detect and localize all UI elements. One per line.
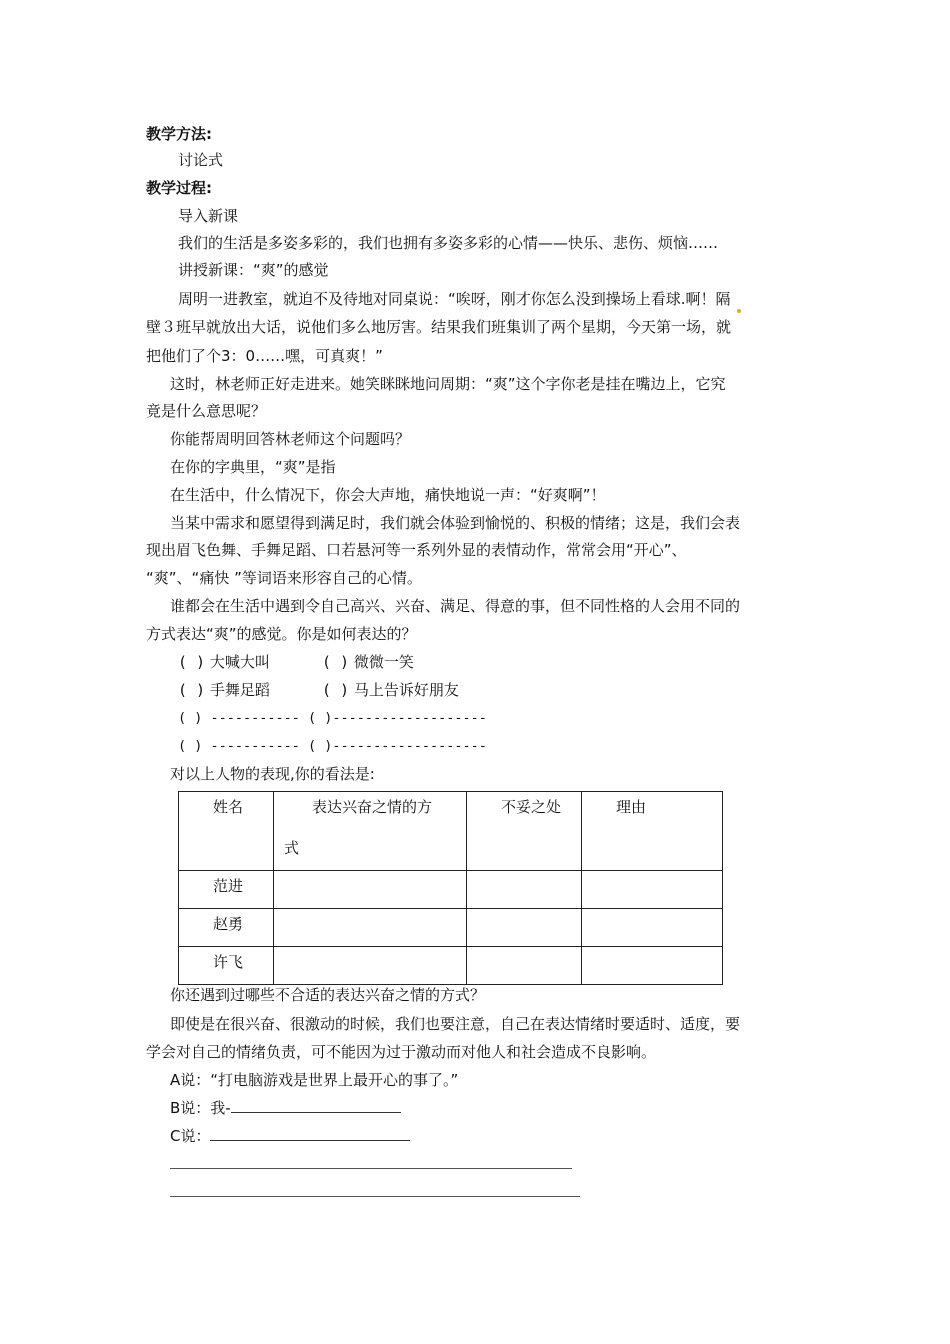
story-line-3: 把他们了个3：0……嘿，可真爽！” xyxy=(146,347,383,365)
table-header-label: 式 xyxy=(284,839,300,857)
answer-blank-c[interactable] xyxy=(210,1126,410,1141)
b-says-line xyxy=(170,1098,401,1118)
choice-label: 微微一笑 xyxy=(353,653,414,671)
table-cell-blank[interactable] xyxy=(582,947,723,985)
emphasis-mark-dot xyxy=(737,309,741,313)
choice-row-1b xyxy=(322,652,414,672)
choice-blank[interactable]: ( ) xyxy=(178,681,206,699)
choice-blank[interactable]: ( ) xyxy=(178,653,206,671)
paragraph-2-line-1: 谁都会在生活中遇到令自己高兴、兴奋、满足、得意的事，但不同性格的人会用不同的 xyxy=(170,597,741,615)
table-row xyxy=(179,947,723,985)
story-line-2: 壁３班早就放出大话，说他们多么地厉害。结果我们班集训了两个星期，今天第一场，就 xyxy=(146,318,732,336)
table-cell-blank[interactable] xyxy=(582,909,723,947)
table-header-label: 理由 xyxy=(616,798,647,816)
table-cell-blank[interactable] xyxy=(467,947,582,985)
b-says: B说：我- xyxy=(170,1099,231,1117)
table-cell-blank[interactable] xyxy=(274,947,467,985)
table-cell-name xyxy=(179,909,274,947)
teacher-line-1: 这时，林老师正好走进来。她笑眯眯地问周期：“爽”这个字你老是挂在嘴边上，它究 xyxy=(170,375,726,393)
paragraph-1-line-1: 当某中需求和愿望得到满足时，我们就会体验到愉悦的、积极的情绪；这是，我们会表 xyxy=(170,514,741,532)
teacher-line-2: 竟是什么意思呢？ xyxy=(146,402,267,420)
table-cell-blank[interactable] xyxy=(467,871,582,909)
answer-line-2[interactable] xyxy=(170,1196,580,1197)
choice-row-4[interactable]: ( ) ----------- ( )------------------- xyxy=(178,738,487,754)
table-header-label: 姓名 xyxy=(213,798,244,816)
conclusion-line-1: 即使是在很兴奋、很激动的时候，我们也要注意，自己在表达情绪时要适时、适度，要 xyxy=(170,1015,741,1033)
choice-label: 大喊大叫 xyxy=(209,653,270,671)
paragraph-1-line-3: “爽”、“痛快 ”等词语来形容自己的心情。 xyxy=(146,569,422,587)
table-cell-blank[interactable] xyxy=(274,909,467,947)
choice-label: 马上告诉好朋友 xyxy=(353,681,459,699)
conclusion-line-2: 学会对自己的情绪负责，可不能因为过于激动而对他人和社会造成不良影响。 xyxy=(146,1043,657,1061)
intro-text: 我们的生活是多姿多彩的，我们也拥有多姿多彩的心情——快乐、悲伤、烦恼…… xyxy=(178,234,719,252)
heading-teaching-method: 教学方法: xyxy=(146,125,212,143)
paragraph-2-line-2: 方式表达“爽”的感觉。你是如何表达的？ xyxy=(146,625,417,643)
question-4: 你还遇到过哪些不合适的表达兴奋之情的方式？ xyxy=(170,986,486,1004)
choice-blank[interactable]: ( ) xyxy=(322,653,350,671)
table-header-name xyxy=(179,792,274,871)
table-header-label: 不妥之处 xyxy=(501,798,562,816)
choice-row-3[interactable]: ( ) ----------- ( )------------------- xyxy=(178,710,487,726)
paragraph-1-line-2: 现出眉飞色舞、手舞足蹈、口若悬河等一系列外显的表情动作，常常会用“开心”、 xyxy=(146,541,687,559)
question-3: 在生活中，什么情况下，你会大声地，痛快地说一声：“好爽啊”！ xyxy=(170,486,606,504)
opinion-table xyxy=(178,791,723,985)
question-1: 你能帮周明回答林老师这个问题吗？ xyxy=(170,430,411,448)
table-row xyxy=(179,871,723,909)
person-name: 许飞 xyxy=(213,953,244,971)
table-cell-blank[interactable] xyxy=(467,909,582,947)
answer-line-1[interactable] xyxy=(170,1168,572,1169)
c-says: C说： xyxy=(170,1127,211,1145)
choice-row-2b xyxy=(322,680,459,700)
table-intro: 对以上人物的表现,你的看法是: xyxy=(170,765,375,783)
a-says: A说：“打电脑游戏是世界上最开心的事了。” xyxy=(170,1071,459,1089)
story-line-1: 周明一进教室，就迫不及待地对同桌说：“唉呀，刚才你怎么没到操场上看球.啊！隔 xyxy=(178,290,731,308)
table-header-label: 表达兴奋之情的方 xyxy=(312,798,433,816)
table-cell-name xyxy=(179,947,274,985)
person-name: 范进 xyxy=(213,877,244,895)
question-2: 在你的字典里，“爽”是指 xyxy=(170,458,336,476)
table-header-way xyxy=(274,792,467,871)
person-name: 赵勇 xyxy=(213,915,244,933)
table-cell-blank[interactable] xyxy=(274,871,467,909)
intro-title: 导入新课 xyxy=(178,207,239,225)
table-header-reason xyxy=(582,792,723,871)
choice-row-1 xyxy=(178,652,270,672)
table-header-improper xyxy=(467,792,582,871)
heading-teaching-process: 教学过程: xyxy=(146,179,212,197)
table-row xyxy=(179,909,723,947)
c-says-line xyxy=(170,1126,410,1146)
answer-blank-b[interactable] xyxy=(231,1098,401,1113)
choice-label: 手舞足蹈 xyxy=(209,681,270,699)
teaching-method-value: 讨论式 xyxy=(178,151,224,169)
choice-blank[interactable]: ( ) xyxy=(322,681,350,699)
lesson-title: 讲授新课：“爽”的感觉 xyxy=(178,261,329,279)
table-cell-blank[interactable] xyxy=(582,871,723,909)
choice-row-2 xyxy=(178,680,270,700)
table-cell-name xyxy=(179,871,274,909)
